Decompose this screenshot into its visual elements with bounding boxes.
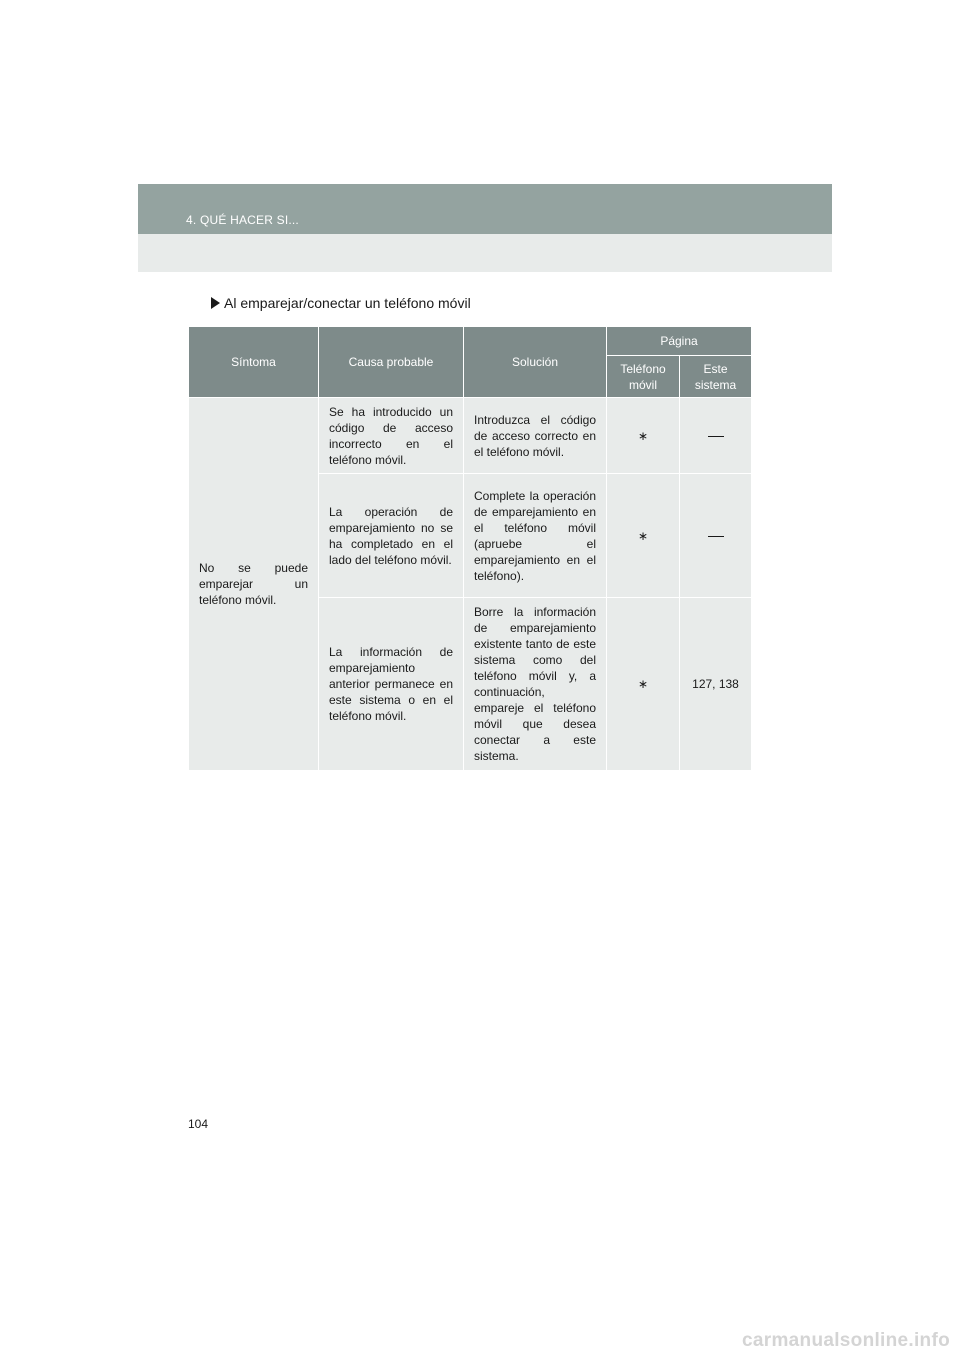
symptom-cell — [189, 398, 319, 771]
system-page-value — [680, 429, 751, 443]
section-heading — [211, 295, 471, 311]
asterisk-icon: ∗ — [637, 428, 649, 443]
system-page-value — [680, 529, 751, 543]
column-header-cause: Causa probable — [319, 327, 464, 398]
asterisk-icon: ∗ — [637, 677, 649, 691]
system-page-cell — [680, 474, 752, 598]
phone-page-cell — [607, 474, 680, 598]
section-title: 4. QUÉ HACER SI... — [186, 213, 299, 227]
system-page-cell — [680, 398, 752, 474]
watermark-logo[interactable]: carmanualsonline.info — [742, 1330, 950, 1351]
cause-cell — [319, 598, 464, 771]
solution-text: Borre la información de emparejamiento existente tanto de este sistema como del teléfono móvil y, a continuación, empareje el teléfono móvil que desea conectar a este sistema. — [474, 605, 596, 763]
dash-icon — [708, 536, 724, 537]
solution-cell — [464, 474, 607, 598]
header-band — [138, 184, 832, 234]
troubleshooting-table — [188, 326, 752, 771]
phone-page-cell — [607, 598, 680, 771]
system-page-value: 127, 138 — [692, 677, 739, 691]
column-header-page: Página — [607, 327, 752, 356]
cause-cell — [319, 474, 464, 598]
column-header-system: Este sistema — [680, 356, 752, 398]
solution-cell — [464, 398, 607, 474]
asterisk-icon: ∗ — [637, 528, 649, 543]
phone-page-cell — [607, 398, 680, 474]
cause-text: La información de emparejamiento anterior permanece en este sistema o en el teléfono móvil. — [329, 645, 453, 723]
system-page-cell — [680, 598, 752, 771]
dash-icon — [708, 436, 724, 437]
cause-cell — [319, 398, 464, 474]
cause-text: La operación de emparejamiento no se ha completado en el lado del teléfono móvil. — [329, 504, 453, 567]
symptom-text: No se puede emparejar un teléfono móvil. — [199, 561, 308, 607]
table-row — [189, 398, 752, 474]
page-number: 104 — [188, 1117, 209, 1131]
column-header-phone: Teléfono móvil — [607, 356, 680, 398]
solution-cell — [464, 598, 607, 771]
cause-text: Se ha introducido un código de acceso incorrecto en el teléfono móvil. — [329, 404, 453, 467]
header-subband — [138, 234, 832, 272]
solution-text: Introduzca el código de acceso correcto en el teléfono móvil. — [474, 412, 596, 459]
solution-text: Complete la operación de emparejamiento en el teléfono móvil (apruebe el emparejamiento en el teléfono). — [474, 488, 596, 583]
column-header-solution: Solución — [464, 327, 607, 398]
column-header-symptom: Síntoma — [189, 327, 319, 398]
triangle-right-icon — [211, 297, 220, 309]
section-heading-text: Al emparejar/conectar un teléfono móvil — [224, 295, 471, 311]
